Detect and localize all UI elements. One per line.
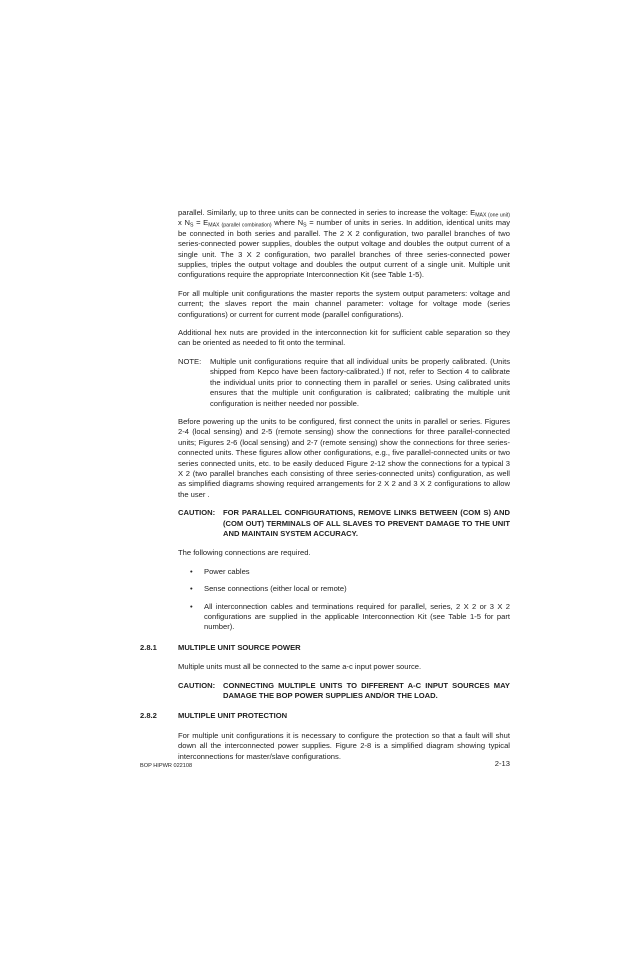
caution-parallel [178, 508, 510, 539]
list-item-text: All interconnection cables and terminations required for parallel, series, 2 X 2 or 3 X 2 configurations are supplied in the applicable Interconnection Kit (see Table 1-5 for part number). [204, 601, 510, 632]
caution-input-sources [178, 681, 510, 702]
paragraph-same-source: Multiple units must all be connected to the same a-c input power source. [178, 662, 422, 672]
paragraph-connections-required: The following connections are required. [178, 548, 311, 558]
text-run: parallel. Similarly, up to three units can be connected in series to increase the voltage: E [178, 208, 476, 217]
list-item [178, 567, 510, 577]
note-calibration [178, 357, 510, 409]
paragraph-protection: For multiple unit configurations it is necessary to configure the protection so that a fault will shut down all the interconnected power supplies. Figure 2-8 is a simplified diagram showing typical interconnections for master/slave configurations. [178, 730, 510, 761]
section-heading-source-power [140, 642, 510, 653]
caution-text: FOR PARALLEL CONFIGURATIONS, REMOVE LINKS BETWEEN (COM S) AND (COM OUT) TERMINALS OF ALL SLAVES TO PREVENT DAMAGE TO THE UNIT AND MAINTAIN SYSTEM ACCURACY. [223, 508, 510, 538]
note-text: Multiple unit configurations require that all individual units be properly calibrated. (Units shipped from Kepco have been factory-calibrated.) If not, refer to Section 4 to calibrate the individual units prior to connecting them in parallel or series. Using calibrated units ensures that the multiple unit configuration is calibrated; calibrating the multiple unit configuration is neither needed nor possible. [210, 356, 510, 408]
paragraph-hex-nuts: Additional hex nuts are provided in the interconnection kit for sufficient cable separation so they can be oriented as needed to fit onto the terminal. [178, 328, 510, 348]
subscript: MAX (one unit) [475, 212, 510, 219]
bullet-icon: • [190, 584, 193, 594]
list-item [178, 602, 510, 633]
footer-doc-id: BOP HIPWR 022108 [140, 763, 193, 769]
text-run: x N [178, 218, 190, 228]
section-title: MULTIPLE UNIT PROTECTION [178, 711, 288, 721]
list-item-text: Sense connections (either local or remote) [204, 584, 347, 594]
subscript: S [189, 222, 194, 229]
page-number: 2-13 [494, 759, 510, 768]
paragraph-master-reports: For all multiple unit configurations the master reports the system output parameters: voltage and current; the slaves report the main channel parameter: voltage for voltage mode (series configurations) or current for current mode (parallel configurations). [178, 288, 510, 319]
caution-label: CAUTION: [178, 508, 216, 518]
bullet-icon: • [190, 601, 193, 611]
caution-text: CONNECTING MULTIPLE UNITS TO DIFFERENT A-C INPUT SOURCES MAY DAMAGE THE BOP POWER SUPPLIES AND/OR THE LOAD. [223, 680, 510, 701]
subscript: S [303, 222, 307, 229]
section-title: MULTIPLE UNIT SOURCE POWER [178, 642, 301, 652]
list-item [178, 584, 510, 594]
text-run: = number of units in series. In addition, identical units may be connected in both series and parallel. The 2 X 2 configuration, two parallel branches of two series-connected power supplies, doubles the output voltage and doubles the output current of a single unit. The 3 X 2 configuration, two parallel branches of three series-connected power supplies, triples the output voltage and doubles the output current of a single unit. Multiple unit configurations require the appropriate Interconnection Kit (see Table 1-5). [178, 218, 511, 280]
text-run: where N [271, 218, 304, 228]
bullet-icon: • [190, 566, 193, 576]
section-heading-protection [140, 711, 510, 721]
section-number: 2.8.1 [140, 642, 157, 652]
section-number: 2.8.2 [140, 711, 157, 721]
subscript: MAX (parallel combination) [208, 222, 272, 229]
connections-list [178, 567, 510, 633]
note-label: NOTE: [178, 356, 202, 366]
paragraph-series-parallel [178, 208, 510, 281]
list-item-text: Power cables [204, 566, 250, 576]
text-run: = E [193, 218, 209, 228]
paragraph-powering-up: Before powering up the units to be configured, first connect the units in parallel or series. Figures 2-4 (local sensing) and 2-5 (remote sensing) show the connections for three parallel-connected units; Figures 2-6 (local sensing) and 2-7 (remote sensing) show the connections for three series-connected units. These figures allow other configurations, e.g., five parallel-connected units or two series connected units, etc. to be easily deduced Figure 2-12 show the connections for a typical 3 X 2 (two parallel branches each consisting of three series-connected units) configuration, as well as simplified diagrams showing required arrangements for 2 X 2 and 3 X 2 configurations to allow the user . [178, 416, 510, 499]
caution-label: CAUTION: [178, 680, 216, 690]
